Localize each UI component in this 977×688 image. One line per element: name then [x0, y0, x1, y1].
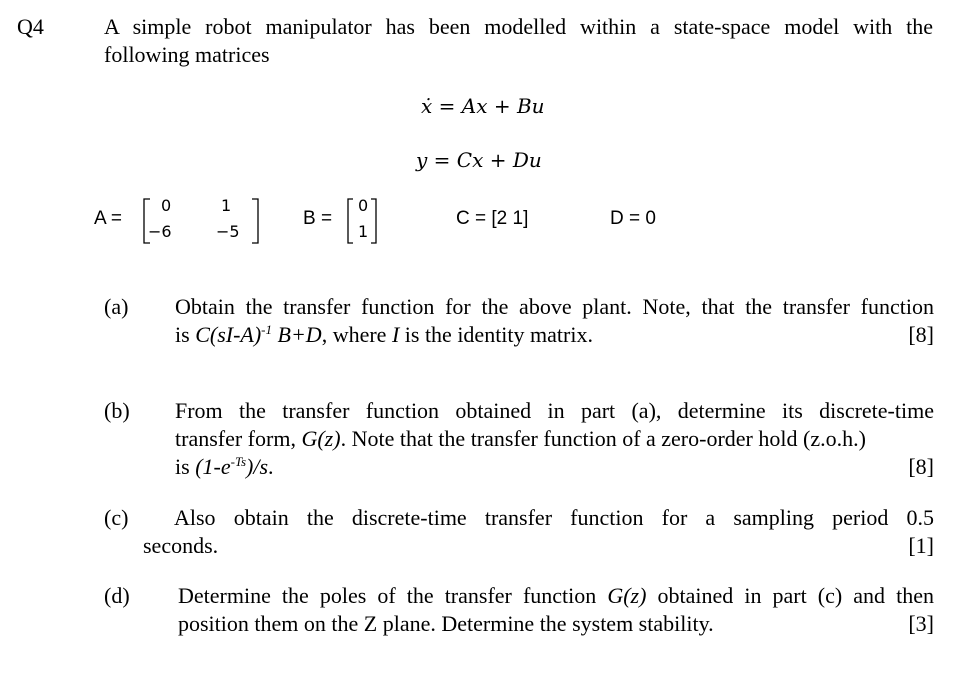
part-c-marks: [1] — [908, 533, 934, 558]
part-c-line2: seconds. — [143, 533, 219, 558]
question-number: Q4 — [17, 14, 44, 39]
question-intro-line1: A simple robot manipulator has been modelled within a state-space model with the — [104, 14, 933, 39]
part-b-line3: is $(1-e^{-Ts})/s$. — [175, 454, 274, 479]
part-b-line2: transfer form, G(z). Note that the transfer function of a zero-order hold (z.o.h.) — [175, 426, 866, 451]
matrix-a-label: A = — [94, 208, 122, 229]
left-bracket — [348, 199, 353, 243]
matrix-b-r2: 1 — [358, 222, 369, 241]
matrix-a-r2c1: −6 — [148, 222, 172, 241]
part-b-marks: [8] — [908, 454, 934, 479]
output-equation: y = Cx + Du — [416, 148, 542, 172]
matrix-a-r1c2: 1 — [221, 196, 232, 215]
part-d-line1: Determine the poles of the transfer function G(z) obtained in part (c) and then — [178, 583, 934, 608]
matrix-b-label: B = — [303, 208, 333, 229]
matrix-d: D = 0 — [610, 208, 656, 229]
state-equation: ẋ = Ax + Bu — [421, 94, 545, 118]
right-bracket — [252, 199, 258, 243]
question-intro-line2: following matrices — [104, 42, 270, 67]
part-a-line2: is $C(sI-A)^{-1}$ B+D, where I is the identity matrix. — [175, 322, 593, 347]
part-d-line2: position them on the Z plane. Determine the system stability. — [178, 611, 714, 636]
part-c-label: (c) — [104, 505, 129, 530]
part-d-marks: [3] — [908, 611, 934, 636]
part-b-line1: From the transfer function obtained in part (a), determine its discrete-time — [175, 398, 934, 423]
matrix-a-r1c1: 0 — [161, 196, 172, 215]
matrix-b-r1: 0 — [358, 196, 369, 215]
part-a-marks: [8] — [908, 322, 934, 347]
matrix-c: C = [2 1] — [456, 208, 529, 229]
part-a-label: (a) — [104, 294, 129, 319]
part-c-line1: Also obtain the discrete-time transfer function for a sampling period 0.5 — [174, 505, 934, 530]
part-b-label: (b) — [104, 398, 130, 423]
right-bracket — [371, 199, 376, 243]
matrix-a-r2c2: −5 — [216, 222, 240, 241]
part-a-line1: Obtain the transfer function for the above plant. Note, that the transfer function — [175, 294, 934, 319]
part-d-label: (d) — [104, 583, 130, 608]
